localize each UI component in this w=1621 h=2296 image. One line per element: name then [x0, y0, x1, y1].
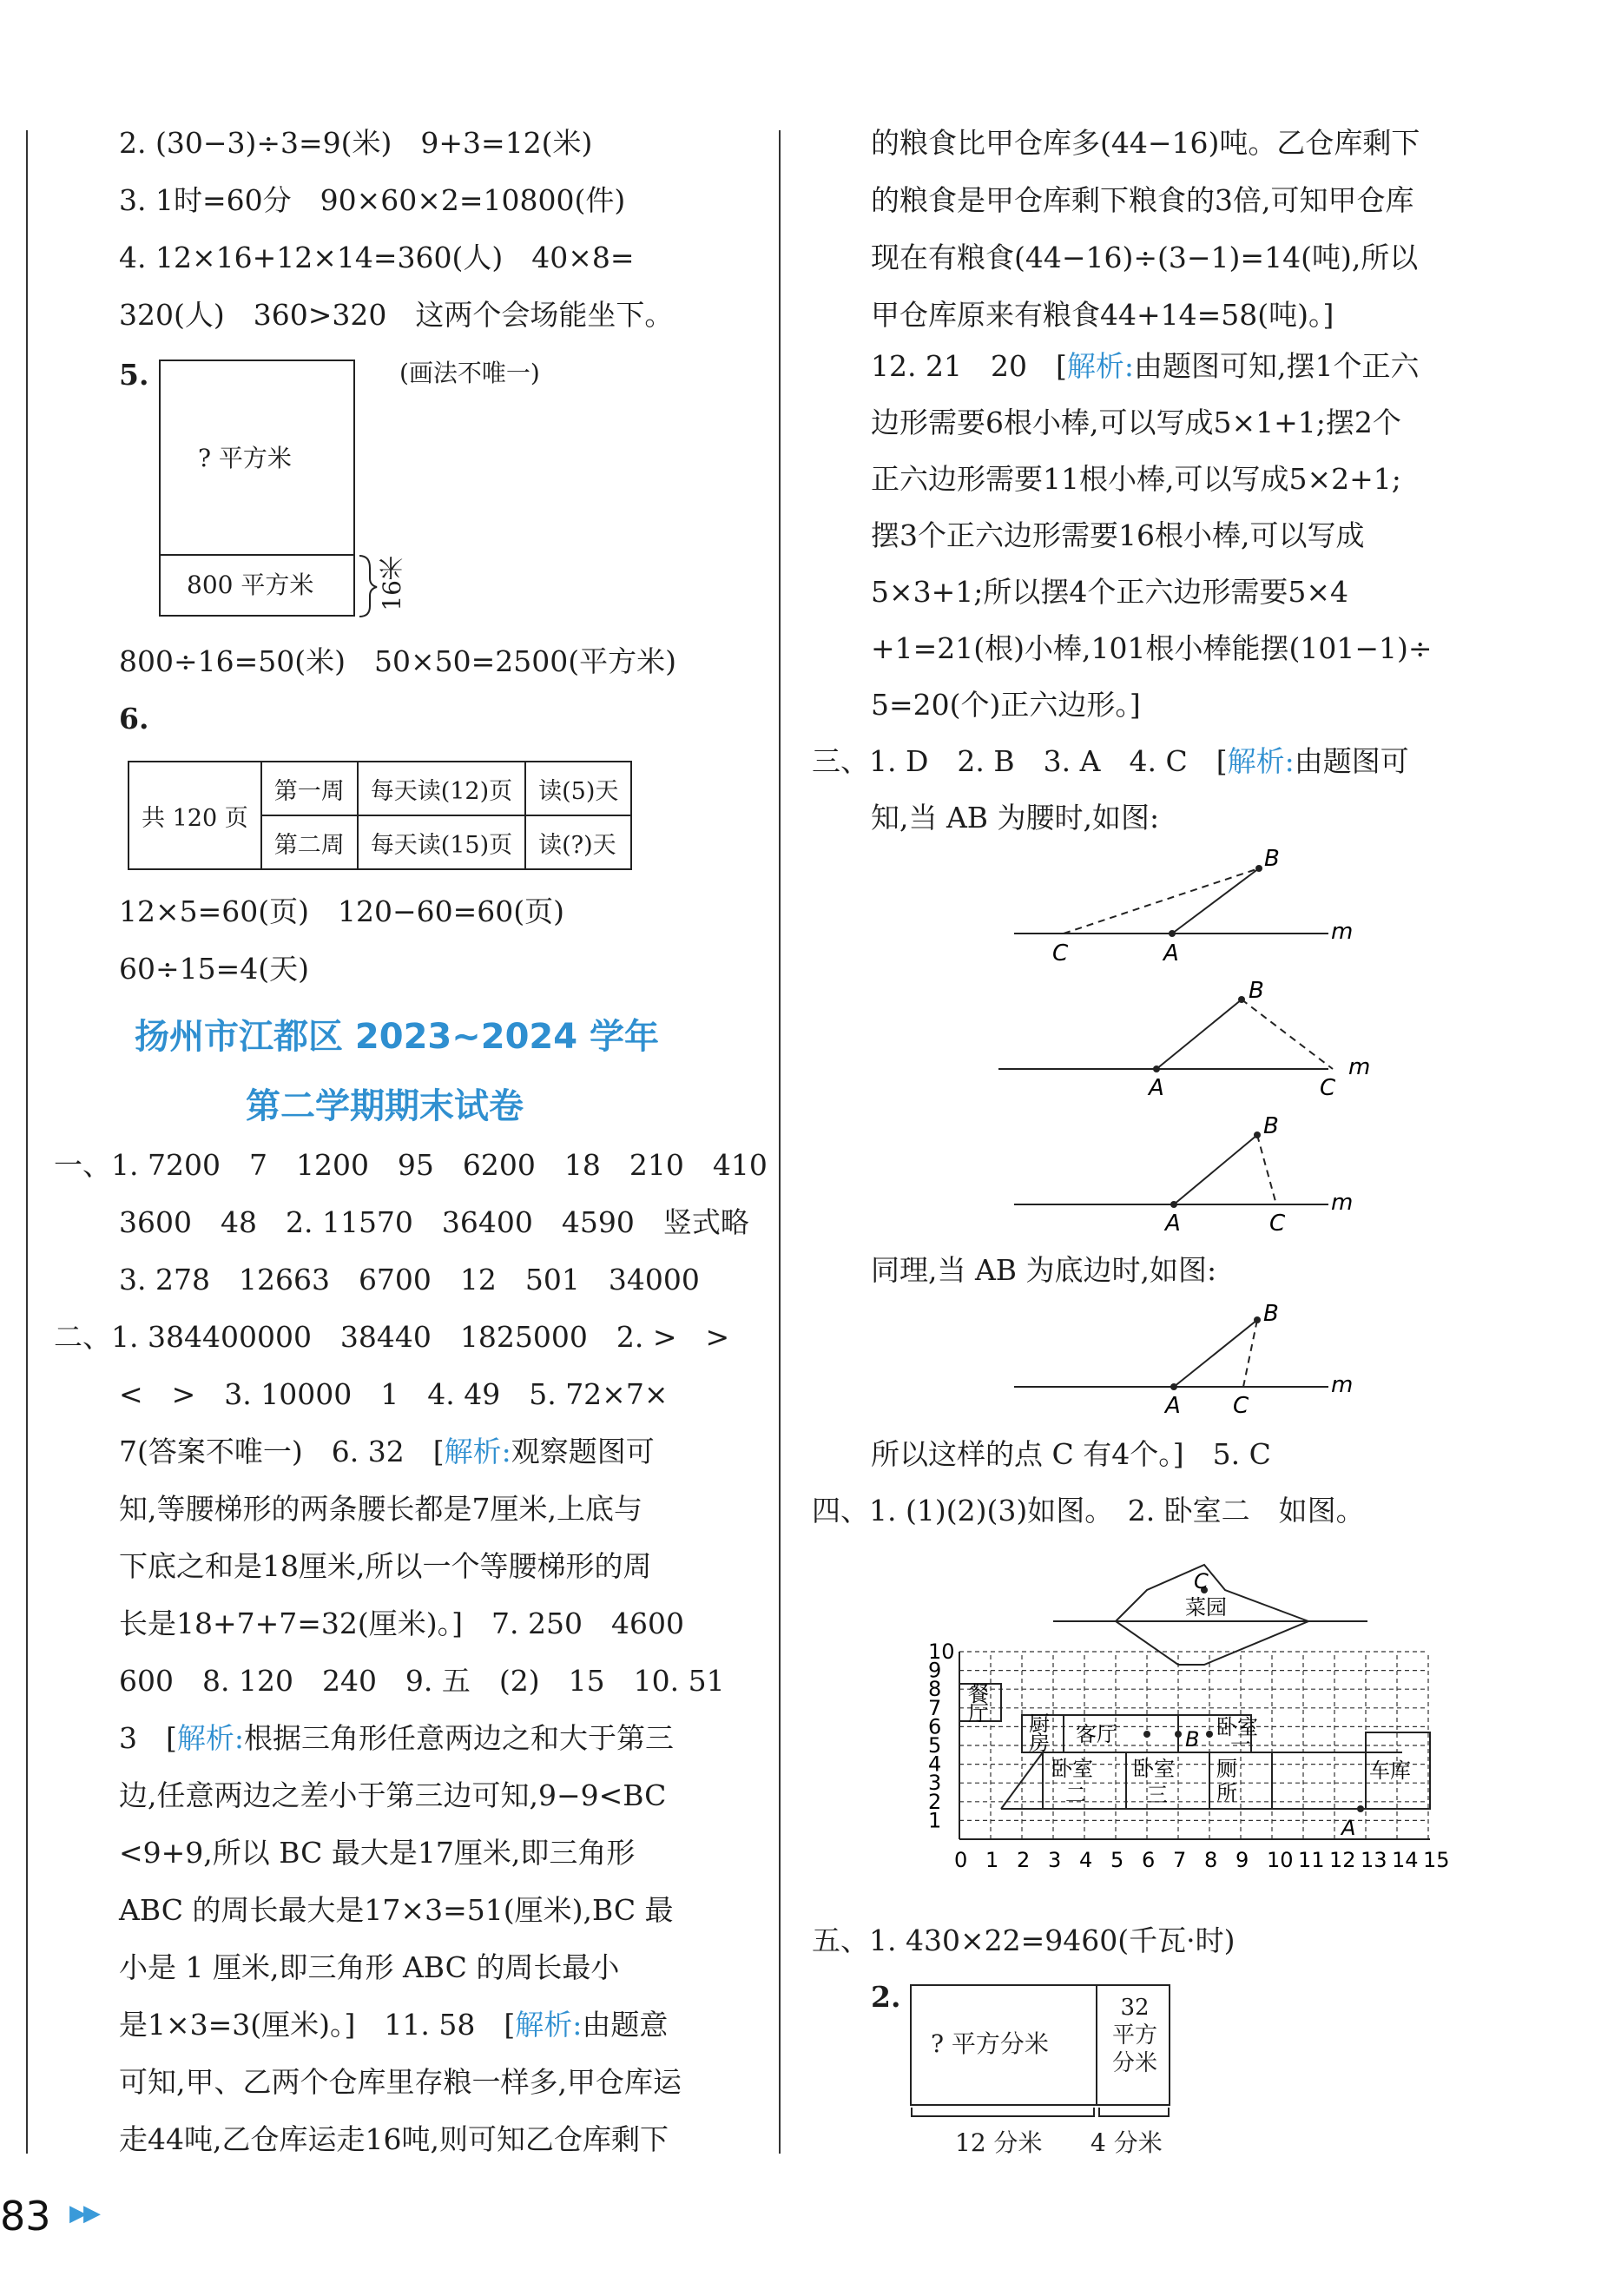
- y-tick-label: 8: [928, 1677, 942, 1702]
- label-c: C: [1194, 1569, 1209, 1593]
- analysis-label: 解析:: [1066, 349, 1134, 383]
- text-span: 3 [: [119, 1721, 177, 1755]
- text-span: 是1×3=3(厘米)。] 11. 58 [: [119, 2008, 516, 2042]
- table-cell: 读(?)天: [525, 815, 631, 869]
- answer-line: 四、1. (1)(2)(3)如图。 2. 卧室二 如图。: [812, 1494, 1365, 1527]
- q5-side-label: 16米: [378, 556, 406, 611]
- point: [1254, 1132, 1261, 1138]
- x-tick-label: 12: [1329, 1848, 1356, 1872]
- y-tick-label: 7: [928, 1695, 942, 1720]
- point: [1255, 865, 1262, 872]
- answer-line: [119, 1435, 655, 1469]
- floor-plan-grid: [907, 1550, 1463, 1915]
- x-tick-label: 5: [1110, 1848, 1124, 1872]
- segment-ab: [1172, 868, 1259, 934]
- analysis-label: 解析:: [444, 1435, 511, 1468]
- x-tick-label: 6: [1142, 1848, 1156, 1872]
- room-bed3: 卧室三: [1133, 1757, 1175, 1807]
- q2-right-area: [1103, 1994, 1167, 2077]
- answer-line: 走44吨,乙仓库运走16吨,则可知乙仓库剩下: [119, 2122, 669, 2156]
- answer-line: 可知,甲、乙两个仓库里存粮一样多,甲仓库运: [119, 2065, 682, 2099]
- text-span: 7(答案不唯一) 6. 32 [: [119, 1435, 445, 1468]
- q5-divider: [159, 554, 355, 556]
- answer-line: 边形需要6根小棒,可以写成5×1+1;摆2个: [871, 406, 1401, 439]
- answer-line: 3. 1时=60分 90×60×2=10800(件): [119, 183, 626, 217]
- table-cell: 第一周: [261, 762, 358, 815]
- room-bed2: 卧室二: [1051, 1757, 1093, 1807]
- table-cell: 读(5)天: [525, 762, 631, 815]
- text-span: 由题图可知,摆1个正六: [1133, 349, 1420, 383]
- label-a: A: [1163, 940, 1179, 967]
- label-b: B: [1263, 1113, 1279, 1139]
- answer-line: 现在有粮食(44−16)÷(3−1)=14(吨),所以: [871, 241, 1419, 274]
- label-c: C: [1269, 1211, 1286, 1237]
- segment-bc: [1257, 1135, 1276, 1204]
- table-cell: 每天读(12)页: [358, 762, 525, 815]
- answer-line: 甲仓库原来有粮食44+14=58(吨)。]: [871, 298, 1334, 332]
- y-tick-label: 2: [928, 1789, 942, 1814]
- label-b: B: [1249, 978, 1264, 1004]
- x-tick-label: 4: [1079, 1848, 1093, 1872]
- room-kitchen: 厨房: [1029, 1712, 1050, 1755]
- x-tick-label: 9: [1236, 1848, 1249, 1872]
- q2-number: 2.: [871, 1980, 901, 2014]
- answer-line: 长是18+7+7=32(厘米)。] 7. 250 4600: [119, 1607, 684, 1640]
- x-tick-label: 2: [1017, 1848, 1031, 1872]
- answer-line: 摆3个正六边形需要16根小棒,可以写成: [871, 518, 1365, 552]
- left-margin-line: [26, 130, 28, 2154]
- answer-line: 正六边形需要11根小棒,可以写成5×2+1;: [871, 462, 1401, 496]
- point: [1143, 1731, 1150, 1738]
- room-garage: 车库: [1369, 1758, 1411, 1783]
- segment-bc: [1242, 1000, 1333, 1069]
- label-a: A: [1165, 1393, 1181, 1419]
- q2-width1: 12 分米: [955, 2128, 1043, 2157]
- point: [1169, 930, 1176, 937]
- room-bed1: 卧室一: [1216, 1715, 1258, 1757]
- exam-title-line1: 扬州市江都区 2023~2024 学年: [135, 1017, 660, 1057]
- point-a: [1357, 1805, 1364, 1812]
- page-number: 83: [0, 2193, 51, 2240]
- answer-line: 的粮食比甲仓库多(44−16)吨。乙仓库剩下: [871, 126, 1420, 160]
- q2-divider: [1096, 1984, 1097, 2106]
- point-b: [1175, 1731, 1182, 1738]
- room-living: 客厅: [1076, 1722, 1117, 1746]
- answer-line: 2. (30−3)÷3=9(米) 9+3=12(米): [119, 126, 593, 160]
- label-m: m: [1331, 919, 1354, 945]
- label-m: m: [1331, 1190, 1354, 1216]
- answer-line: 边,任意两边之差小于第三边可知,9−9<BC: [119, 1778, 667, 1812]
- table-cell: 第二周: [261, 815, 358, 869]
- exam-title-line2: 第二学期期末试卷: [246, 1086, 524, 1126]
- text-span: 由题图可: [1294, 744, 1409, 778]
- x-tick-label: 10: [1267, 1848, 1294, 1872]
- answer-line: 800÷16=50(米) 50×50=2500(平方米): [119, 644, 677, 678]
- answer-line: 知,等腰梯形的两条腰长都是7厘米,上底与: [119, 1492, 642, 1526]
- room-dining: 餐厅: [968, 1682, 989, 1725]
- answer-line: 5×3+1;所以摆4个正六边形需要5×4: [871, 575, 1349, 609]
- answer-line: <9+9,所以 BC 最大是17厘米,即三角形: [119, 1836, 636, 1870]
- point-b2: [1206, 1731, 1213, 1738]
- analysis-label: 解析:: [176, 1721, 244, 1755]
- answer-line: 3600 48 2. 11570 36400 4590 竖式略: [119, 1205, 749, 1239]
- q6-number: 6.: [119, 702, 149, 736]
- answer-line: 600 8. 120 240 9. 五 (2) 15 10. 51: [119, 1664, 725, 1698]
- answer-line: 所以这样的点 C 有4个。] 5. C: [871, 1437, 1271, 1471]
- answer-line: < > 3. 10000 1 4. 49 5. 72×7×: [119, 1377, 669, 1411]
- answer-line: 同理,当 AB 为底边时,如图:: [871, 1253, 1217, 1287]
- reading-table: [128, 761, 632, 870]
- x-tick-label: 1: [985, 1848, 999, 1872]
- q5-area-top: ? 平方米: [198, 444, 292, 472]
- x-tick-label: 3: [1048, 1848, 1062, 1872]
- label-a: A: [1149, 1075, 1164, 1101]
- answer-line: 4. 12×16+12×14=360(人) 40×8=: [119, 241, 635, 274]
- answer-line: 下底之和是18厘米,所以一个等腰梯形的周: [119, 1549, 652, 1583]
- x-tick-label: 0: [954, 1848, 968, 1872]
- q5-area-bottom: 800 平方米: [187, 571, 314, 599]
- segment-ab: [1174, 1135, 1257, 1204]
- q2-right-line: 分米: [1111, 2050, 1157, 2076]
- page-arrows: ▶▶: [69, 2200, 97, 2227]
- answer-line: +1=21(根)小棒,101根小棒能摆(101−1)÷: [871, 631, 1433, 665]
- label-c: C: [1233, 1393, 1249, 1419]
- label-c: C: [1052, 940, 1069, 967]
- y-tick-label: 4: [928, 1752, 942, 1777]
- table-cell: 每天读(15)页: [358, 815, 525, 869]
- table-total: 共 120 页: [128, 762, 261, 869]
- x-tick-label: 14: [1392, 1848, 1419, 1872]
- text-span: 根据三角形任意两边之和大于第三: [244, 1721, 674, 1755]
- q2-right-line: 32: [1120, 1995, 1150, 2021]
- y-tick-label: 10: [928, 1640, 955, 1664]
- x-tick-label: 11: [1298, 1848, 1325, 1872]
- q2-left-area: ? 平方分米: [931, 2029, 1049, 2058]
- answer-line: 二、1. 384400000 38440 1825000 2. > >: [54, 1320, 730, 1354]
- label-c: C: [1320, 1075, 1336, 1101]
- point: [1153, 1066, 1160, 1072]
- analysis-label: 解析:: [515, 2008, 583, 2042]
- x-tick-label: 7: [1173, 1848, 1187, 1872]
- q2-right-line: 平方: [1111, 2022, 1157, 2049]
- text-span: 观察题图可: [511, 1435, 655, 1468]
- answer-line: [871, 349, 1419, 384]
- label-b: B: [1263, 1301, 1279, 1327]
- y-tick-label: 1: [928, 1808, 942, 1833]
- segment-ab: [1156, 1000, 1242, 1069]
- answer-line: 小是 1 厘米,即三角形 ABC 的周长最小: [119, 1950, 620, 1984]
- x-tick-label: 13: [1361, 1848, 1387, 1872]
- answer-line: ABC 的周长最大是17×3=51(厘米),BC 最: [119, 1893, 674, 1927]
- answer-line: 一、1. 7200 7 1200 95 6200 18 210 410: [54, 1148, 768, 1182]
- answer-line: 12×5=60(页) 120−60=60(页): [119, 894, 565, 928]
- y-tick-label: 6: [928, 1714, 942, 1739]
- y-tick-label: 3: [928, 1771, 942, 1796]
- q2-width2: 4 分米: [1091, 2128, 1163, 2157]
- point: [1238, 996, 1245, 1003]
- answer-line: [812, 744, 1409, 779]
- room-toilet: 厕所: [1216, 1757, 1237, 1805]
- x-tick-label: 8: [1204, 1848, 1218, 1872]
- answer-line: [119, 2008, 668, 2042]
- label-a: A: [1165, 1211, 1181, 1237]
- column-divider: [779, 130, 781, 2154]
- text-span: 由题意: [582, 2008, 669, 2042]
- answer-line: 5=20(个)正六边形。]: [871, 688, 1141, 722]
- point: [1170, 1201, 1177, 1208]
- y-tick-label: 5: [928, 1733, 942, 1758]
- label-b: B: [1264, 847, 1280, 872]
- x-tick-label: 15: [1423, 1848, 1450, 1872]
- q5-number: 5.: [119, 358, 149, 392]
- label-m: m: [1331, 1372, 1354, 1398]
- y-tick-label: 9: [928, 1658, 942, 1683]
- segment-ab: [1174, 1320, 1257, 1387]
- label-m: m: [1348, 1054, 1371, 1080]
- point: [1170, 1383, 1177, 1390]
- text-span: 12. 21 20 [: [871, 349, 1067, 383]
- triangle-figures: [990, 847, 1407, 1420]
- label-a: A: [1341, 1816, 1356, 1840]
- label-b: B: [1185, 1727, 1200, 1752]
- answer-line: 3. 278 12663 6700 12 501 34000: [119, 1263, 700, 1296]
- answer-line: 五、1. 430×22=9460(千瓦·时): [812, 1923, 1236, 1957]
- answer-line: 320(人) 360>320 这两个会场能坐下。: [119, 298, 674, 332]
- segment-cb: [1064, 868, 1259, 934]
- q5-note: (画法不唯一): [399, 359, 540, 387]
- room-garden: 菜园: [1185, 1595, 1227, 1620]
- point: [1254, 1316, 1261, 1323]
- analysis-label: 解析:: [1227, 744, 1295, 778]
- answer-line: 知,当 AB 为腰时,如图:: [871, 801, 1160, 835]
- answer-line: [119, 1721, 674, 1756]
- text-span: 三、1. D 2. B 3. A 4. C [: [812, 744, 1228, 778]
- answer-line: 60÷15=4(天): [119, 952, 310, 986]
- answer-line: 的粮食是甲仓库剩下粮食的3倍,可知甲仓库: [871, 183, 1414, 217]
